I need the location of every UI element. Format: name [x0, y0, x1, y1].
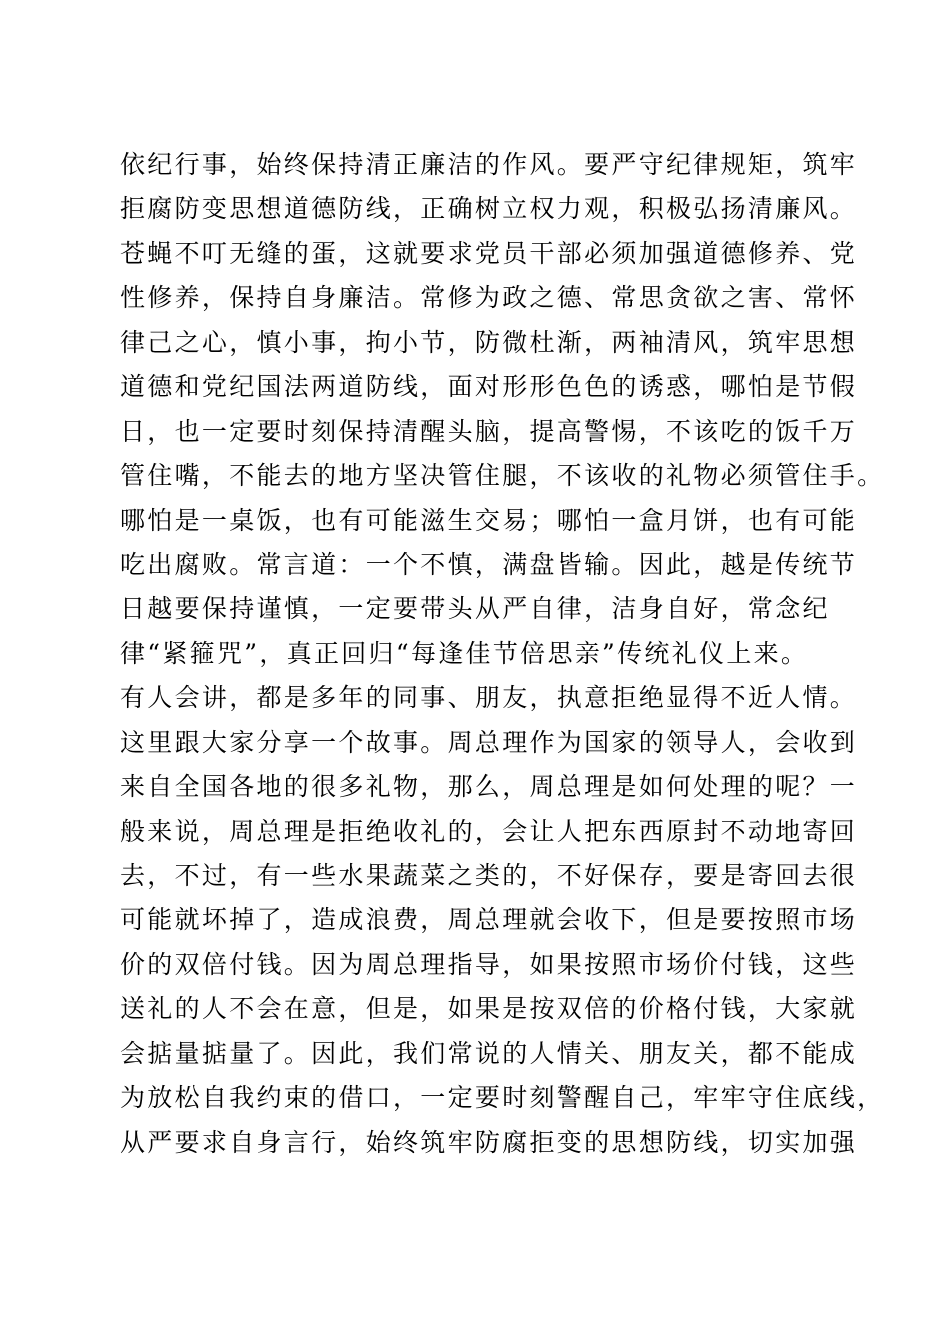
text-line-5: 律己之心，慎小事，拘小节，防微杜渐，两袖清风，筑牢思想: [120, 327, 858, 357]
text-line-20: 送礼的人不会在意，但是，如果是按双倍的价格付钱，大家就: [120, 994, 858, 1024]
text-line-23: 从严要求自身言行，始终筑牢防腐拒变的思想防线，切实加强: [120, 1127, 858, 1157]
text-line-12: 律“紧箍咒”，真正回归“每逢佳节倍思亲”传统礼仪上来。: [120, 638, 809, 668]
text-line-1: 依纪行事，始终保持清正廉洁的作风。要严守纪律规矩，筑牢: [120, 150, 858, 179]
text-line-17: 去，不过，有一些水果蔬菜之类的，不好保存，要是寄回去很: [120, 861, 858, 890]
text-line-3: 苍蝇不叮无缝的蛋，这就要求党员干部必须加强道德修养、党: [120, 238, 858, 268]
text-line-8: 管住嘴，不能去的地方坚决管住腿，不该收的礼物必须管住手。: [120, 461, 885, 491]
text-line-6: 道德和党纪国法两道防线，面对形形色色的诱惑，哪怕是节假: [120, 372, 858, 402]
text-line-16: 般来说，周总理是拒绝收礼的，会让人把东西原封不动地寄回: [120, 816, 858, 846]
body-text: [120, 143, 885, 1165]
text-line-14: 这里跟大家分享一个故事。周总理作为国家的领导人，会收到: [120, 727, 858, 757]
text-line-9: 哪怕是一桌饭，也有可能滋生交易；哪怕一盒月饼，也有可能: [120, 505, 858, 535]
text-line-7: 日，也一定要时刻保持清醒头脑，提高警惕，不该吃的饭千万: [120, 416, 858, 446]
text-line-18: 可能就坏掉了，造成浪费，周总理就会收下，但是要按照市场: [120, 905, 858, 935]
text-line-15: 来自全国各地的很多礼物，那么，周总理是如何处理的呢？一: [120, 772, 858, 802]
text-line-13: 有人会讲，都是多年的同事、朋友，执意拒绝显得不近人情。: [120, 683, 858, 713]
text-line-21: 会掂量掂量了。因此，我们常说的人情关、朋友关，都不能成: [120, 1038, 858, 1068]
text-line-10: 吃出腐败。常言道：一个不慎，满盘皆输。因此，越是传统节: [120, 549, 858, 579]
text-line-22: 为放松自我约束的借口，一定要时刻警醒自己，牢牢守住底线，: [120, 1083, 885, 1113]
text-line-2: 拒腐防变思想道德防线，正确树立权力观，积极弘扬清廉风。: [120, 194, 858, 224]
text-line-19: 价的双倍付钱。因为周总理指导，如果按照市场价付钱，这些: [120, 949, 858, 979]
text-line-11: 日越要保持谨慎，一定要带头从严自律，洁身自好，常念纪: [120, 594, 830, 624]
text-line-4: 性修养，保持自身廉洁。常修为政之德、常思贪欲之害、常怀: [120, 283, 858, 313]
